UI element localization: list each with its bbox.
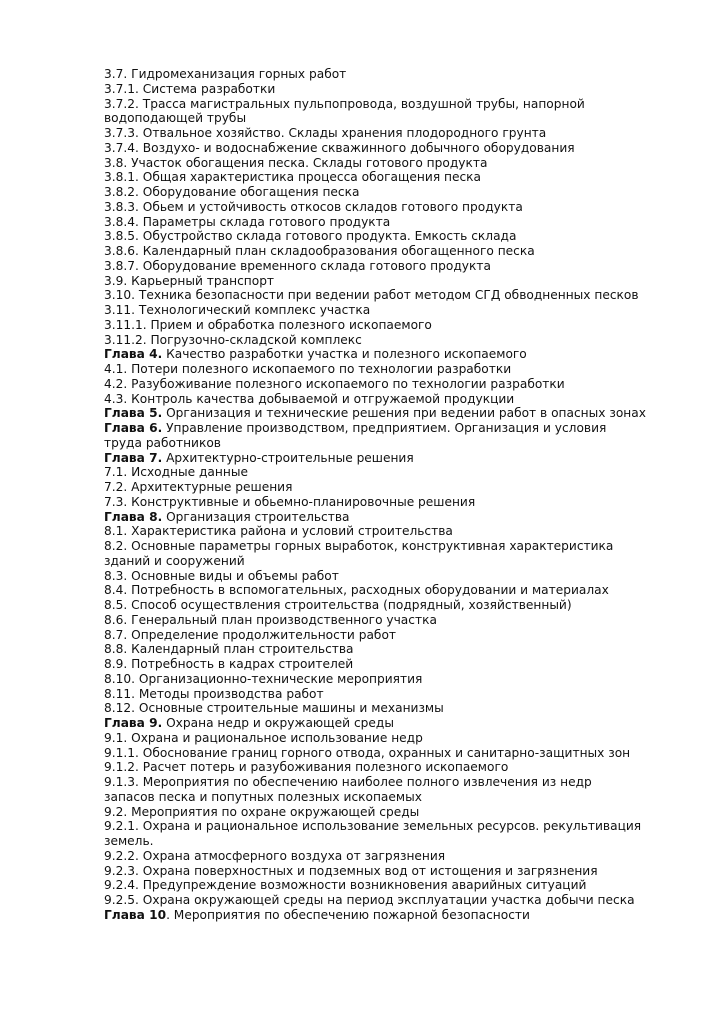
toc-line: 8.7. Определение продолжительности работ <box>104 627 397 642</box>
toc-line: 3.10. Техника безопасности при ведении работ методом СГД обводненных песков <box>104 288 639 303</box>
chapter-heading: Глава 9. Охрана недр и окружающей среды <box>104 716 394 730</box>
toc-line: 3.8.3. Обьем и устойчивость откосов складов готового продукта <box>104 199 523 214</box>
toc-line: 3.8.4. Параметры склада готового продукта <box>104 214 391 229</box>
chapter-heading: Глава 4. Качество разработки участка и полезного ископаемого <box>104 347 527 362</box>
toc-line: 8.8. Календарный план строительства <box>104 642 354 657</box>
toc-line: 7.3. Конструктивные и обьемно-планировочные решения <box>104 494 476 509</box>
toc-line: 8.5. Способ осуществления строительства (подрядный, хозяйственный) <box>104 598 572 612</box>
toc-line: 3.7.1. Система разработки <box>104 81 276 96</box>
toc-line: 3.8.2. Оборудование обогащения песка <box>104 185 360 199</box>
toc-line: 8.10. Организационно-технические мероприятия <box>104 671 423 686</box>
toc-line: 4.2. Разубоживание полезного ископаемого по технологии разработки <box>104 376 565 391</box>
chapter-heading: Глава 5. Организация и технические решения при ведении работ в опасных зонах <box>104 406 646 421</box>
toc-line: 9.2.5. Охрана окружающей среды на период эксплуатации участка добычи песка <box>104 893 635 907</box>
toc-line: 3.11.2. Погрузочно-складской комплекс <box>104 332 362 347</box>
toc-line: 3.8. Участок обогащения песка. Склады готового продукта <box>104 155 488 170</box>
toc-line: 8.11. Методы производства работ <box>104 686 324 701</box>
toc-line: 3.8.1. Общая характеристика процесса обогащения песка <box>104 170 482 185</box>
toc-line: 4.3. Контроль качества добываемой и отгружаемой продукции <box>104 391 515 406</box>
toc-line: 8.6. Генеральный план производственного участка <box>104 612 437 627</box>
toc-line: 9.2.2. Охрана атмосферного воздуха от загрязнения <box>104 848 446 863</box>
toc-line: 3.8.5. Обустройство склада готового продукта. Емкость склада <box>104 229 517 244</box>
toc-line: 8.2. Основные параметры горных выработок, конструктивная характеристика зданий и сооружений <box>104 539 614 568</box>
toc-line: 9.1.1. Обоснование границ горного отвода, охранных и санитарно-защитных зон <box>104 745 631 760</box>
toc-line: 3.7.3. Отвальное хозяйство. Склады хранения плодородного грунта <box>104 126 547 140</box>
toc-line: 9.2.4. Предупреждение возможности возникновения аварийных ситуаций <box>104 878 587 893</box>
toc-line: 3.11. Технологический комплекс участка <box>104 303 371 317</box>
toc-line: 3.7.4. Воздухо- и водоснабжение скважинного добычного оборудования <box>104 140 575 155</box>
toc-line: 8.1. Характеристика района и условий строительства <box>104 524 453 539</box>
chapter-heading: Глава 10. Мероприятия по обеспечению пожарной безопасности <box>104 907 530 922</box>
toc-line: 9.1.3. Мероприятия по обеспечению наиболее полного извлечения из недр запасов песка и попутных полезных ископаемых <box>104 775 592 804</box>
toc-line: 8.12. Основные строительные машины и механизмы <box>104 701 444 716</box>
toc-line: 9.2.1. Охрана и рациональное использование земельных ресурсов. рекультивация земель. <box>104 819 642 848</box>
toc-line: 8.9. Потребность в кадрах строителей <box>104 657 354 671</box>
toc-line: 7.1. Исходные данные <box>104 465 248 480</box>
toc-line: 4.1. Потери полезного ископаемого по технологии разработки <box>104 362 512 376</box>
toc-line: 9.1. Охрана и рациональное использование недр <box>104 730 423 745</box>
toc-line: 7.2. Архитектурные решения <box>104 480 293 494</box>
chapter-heading: Глава 6. Управление производством, предприятием. Организация и условия труда работников <box>104 421 607 450</box>
toc-line: 9.2. Мероприятия по охране окружающей среды <box>104 804 420 819</box>
toc-line: 3.11.1. Прием и обработка полезного ископаемого <box>104 317 432 332</box>
toc-line: 3.7.2. Трасса магистральных пульпопровода, воздушной трубы, напорной водоподающей трубы <box>104 96 585 126</box>
toc-line: 8.3. Основные виды и объемы работ <box>104 568 339 583</box>
toc-line: 8.4. Потребность в вспомогательных, расходных оборудовании и материалах <box>104 583 609 598</box>
chapter-heading: Глава 7. Архитектурно-строительные решения <box>104 450 414 465</box>
document-page <box>104 67 644 923</box>
toc-line: 3.9. Карьерный транспорт <box>104 273 275 288</box>
toc-line: 3.8.7. Оборудование временного склада готового продукта <box>104 258 491 273</box>
chapter-heading: Глава 8. Организация строительства <box>104 509 350 524</box>
toc-line: 3.8.6. Календарный план складообразования обогащенного песка <box>104 244 535 258</box>
toc-line: 9.2.3. Охрана поверхностных и подземных вод от истощения и загрязнения <box>104 863 598 878</box>
toc-line: 9.1.2. Расчет потерь и разубоживания полезного ископаемого <box>104 760 509 775</box>
toc-line: 3.7. Гидромеханизация горных работ <box>104 67 347 81</box>
